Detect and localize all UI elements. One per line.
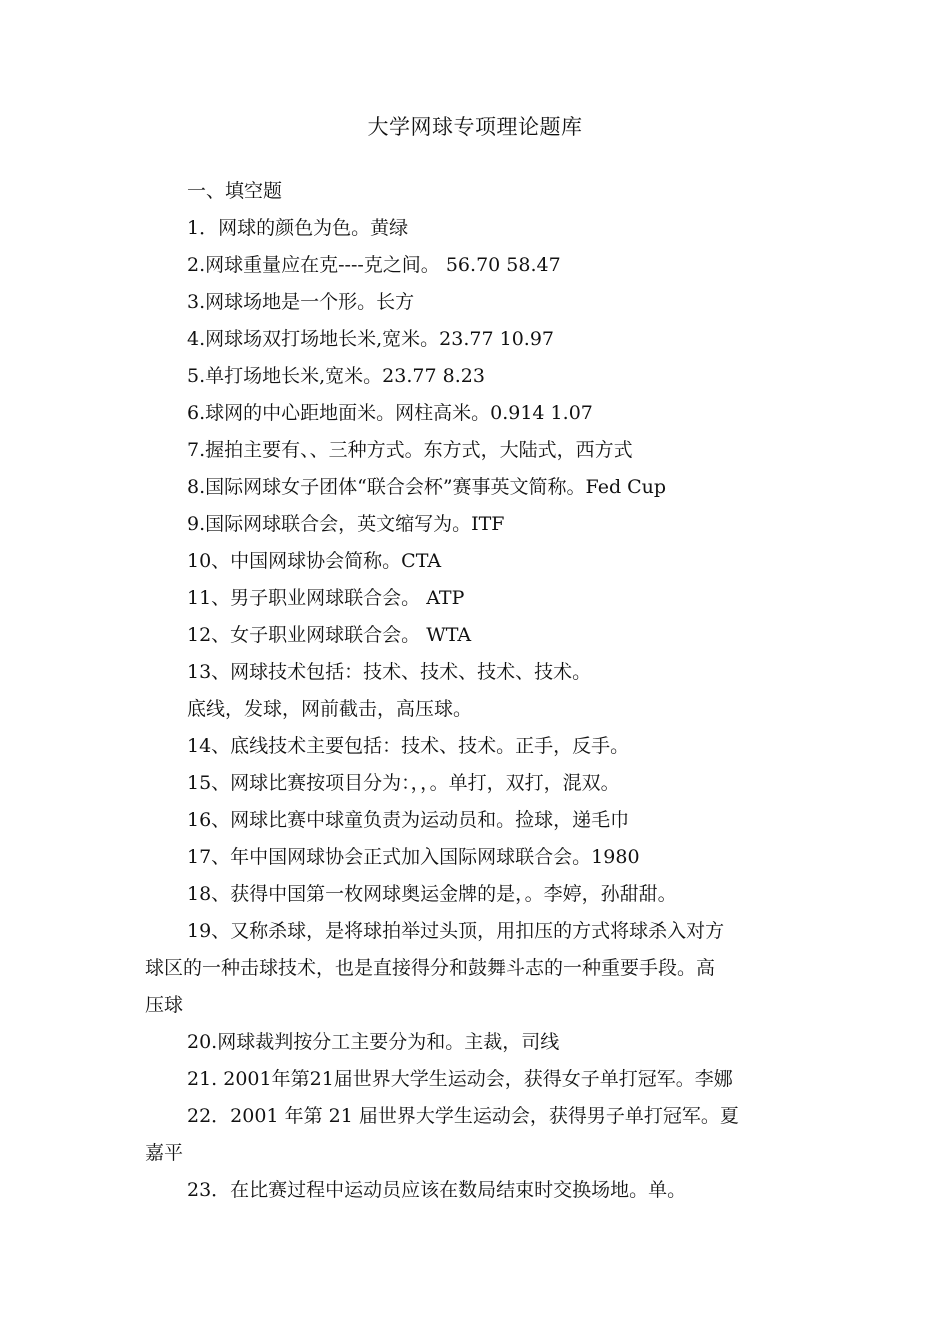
question-line: 13、网球技术包括：技术、技术、技术、技术。 [187,661,592,683]
section-heading: 一、填空题 [187,180,283,202]
question-list [145,173,810,1209]
question-line: 4.网球场双打场地长米,宽米。23.77 10.97 [187,328,554,350]
question-line: 6.球网的中心距地面米。网柱高米。0.914 1.07 [187,402,593,424]
question-line: 22．2001 年第 21 届世界大学生运动会，获得男子单打冠军。夏 [187,1105,739,1127]
answer-line: 底线，发球，网前截击，高压球。 [187,698,473,720]
question-line: 18、获得中国第一枚网球奥运金牌的是，。李婷，孙甜甜。 [187,883,677,905]
question-line: 14、底线技术主要包括：技术、技术。正手，反手。 [187,735,630,757]
question-line: 3.网球场地是一个形。长方 [187,291,415,313]
question-line: 10、中国网球协会简称。CTA [187,550,442,572]
question-line: 21. 2001年第21届世界大学生运动会，获得女子单打冠军。李娜 [187,1068,733,1090]
question-line: 1．网球的颜色为色。黄绿 [187,217,409,239]
question-line: 19、又称杀球，是将球拍举过头顶，用扣压的方式将球杀入对方 [187,920,725,942]
question-line: 5.单打场地长米,宽米。23.77 8.23 [187,365,485,387]
question-line: 2.网球重量应在克----克之间。 56.70 58.47 [187,254,561,276]
question-line: 23．在比赛过程中运动员应该在数局结束时交换场地。单。 [187,1179,687,1201]
answer-continuation-line: 压球 [145,994,184,1016]
question-line: 17、年中国网球协会正式加入国际网球联合会。1980 [187,846,640,868]
question-line: 7.握拍主要有、、三种方式。东方式，大陆式，西方式 [187,439,633,461]
answer-continuation-line: 嘉平 [145,1142,184,1164]
question-continuation-line: 球区的一种击球技术，也是直接得分和鼓舞斗志的一种重要手段。高 [145,957,716,979]
question-line: 8.国际网球女子团体“联合会杯”赛事英文简称。Fed Cup [187,476,667,498]
question-line: 16、网球比赛中球童负责为运动员和。捡球，递毛巾 [187,809,630,831]
question-line: 9.国际网球联合会，英文缩写为。ITF [187,513,505,535]
question-line: 15、网球比赛按项目分为：，，。单打，双打，混双。 [187,772,620,794]
question-line: 12、女子职业网球联合会。 WTA [187,624,472,646]
question-line: 11、男子职业网球联合会。 ATP [187,587,465,609]
question-line: 20.网球裁判按分工主要分为和。主裁，司线 [187,1031,560,1053]
page-title: 大学网球专项理论题库 [367,115,583,139]
